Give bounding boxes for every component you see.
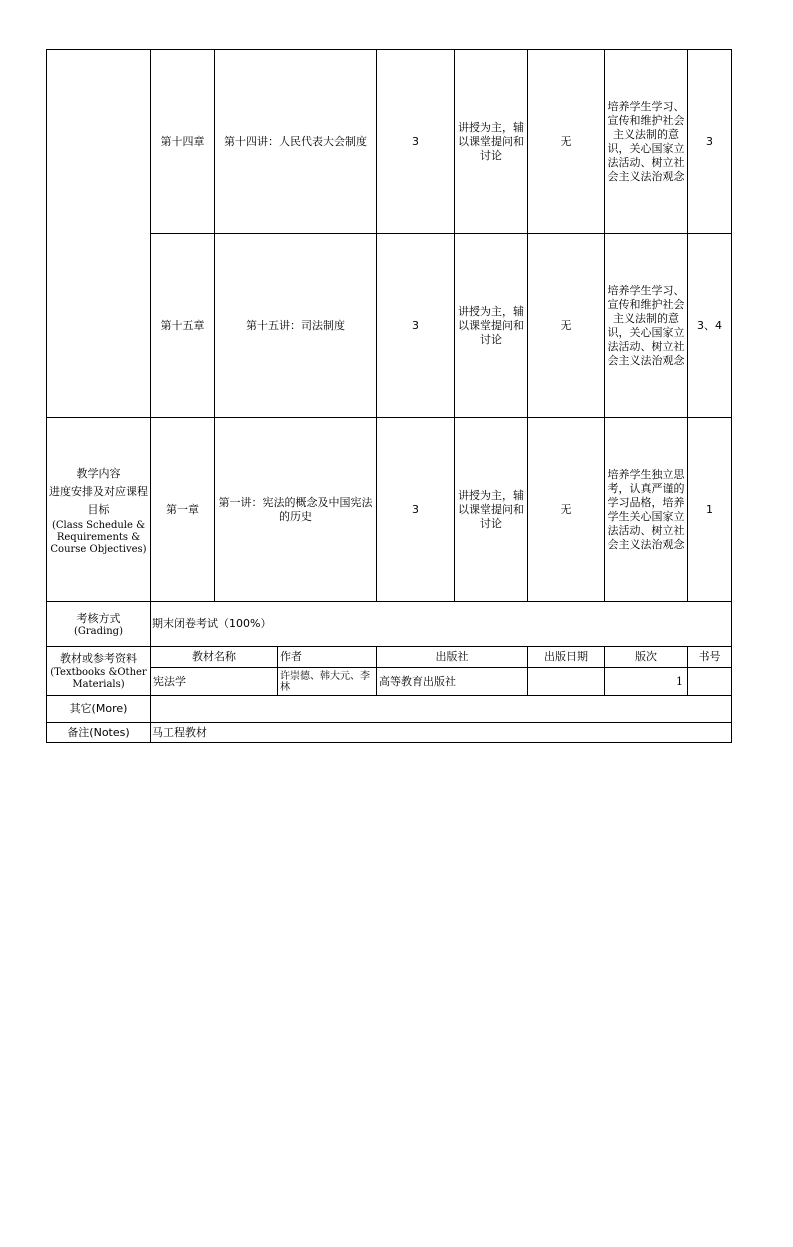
objective-cell: 3、4 — [697, 318, 722, 332]
textbook-header-date: 出版日期 — [544, 650, 588, 663]
grading-label-en: (Grading) — [74, 625, 123, 637]
textbooks-label-cn: 教材或参考资料 — [60, 652, 137, 665]
topic-cell: 第十五讲：司法制度 — [246, 318, 345, 332]
textbook-header-edition: 版次 — [635, 650, 657, 663]
section-label-line: 目标 — [87, 502, 110, 516]
textbook-name: 宪法学 — [153, 674, 186, 688]
chapter-cell: 第十四章 — [160, 134, 205, 148]
textbook-date — [528, 668, 604, 695]
method-cell: 讲授为主，辅以课堂提问和讨论 — [458, 304, 524, 346]
chapter-cell: 第十五章 — [160, 318, 205, 332]
grading-label — [47, 602, 150, 646]
textbooks-label — [47, 647, 150, 695]
method-cell: 讲授为主，辅以课堂提问和讨论 — [458, 488, 524, 530]
schedule-section-label — [47, 418, 150, 601]
section-label-line: 教学内容 — [76, 466, 121, 480]
objective-cell: 1 — [706, 502, 713, 516]
method-cell: 讲授为主，辅以课堂提问和讨论 — [458, 120, 524, 162]
textbook-header-author: 作者 — [280, 650, 302, 663]
topic-cell: 第一讲：宪法的概念及中国宪法的历史 — [218, 495, 373, 523]
section-label-english: (Class Schedule & Requirements & Course Objectives) — [50, 519, 147, 555]
goal-cell: 培养学生学习、宣传和维护社会主义法制的意识，关心国家立法活动、树立社会主义法治观念 — [607, 283, 685, 367]
hours-cell: 3 — [412, 502, 419, 516]
textbook-header-name: 教材名称 — [192, 650, 236, 663]
chapter-cell: 第一章 — [166, 502, 199, 516]
textbook-edition: 1 — [676, 674, 683, 688]
grid-line — [731, 49, 732, 743]
textbook-isbn — [688, 668, 731, 695]
textbook-header-isbn: 书号 — [698, 650, 721, 663]
notes-value: 马工程教材 — [152, 725, 207, 739]
textbooks-label-en: (Textbooks &Other Materials) — [50, 667, 147, 690]
experiment-cell: 无 — [560, 502, 572, 516]
experiment-cell: 无 — [560, 134, 572, 148]
goal-cell: 培养学生学习、宣传和维护社会主义法制的意识，关心国家立法活动、树立社会主义法治观念 — [607, 99, 685, 183]
hours-cell: 3 — [412, 318, 419, 332]
experiment-cell: 无 — [560, 318, 572, 332]
objective-cell: 3 — [706, 134, 713, 148]
grading-label-cn: 考核方式 — [76, 611, 121, 625]
hours-cell: 3 — [412, 134, 419, 148]
textbook-header-publisher: 出版社 — [435, 650, 469, 663]
topic-cell: 第十四讲：人民代表大会制度 — [224, 134, 367, 148]
more-value — [151, 696, 731, 722]
textbook-publisher: 高等教育出版社 — [379, 674, 456, 688]
grading-value: 期末闭卷考试（100%） — [152, 617, 272, 630]
goal-cell: 培养学生独立思考，认真严谨的学习品格，培养学生关心国家立法活动、树立社会主义法治观念 — [607, 467, 685, 551]
textbook-author: 许崇德、韩大元、李林 — [280, 670, 370, 693]
notes-label: 备注(Notes) — [67, 725, 130, 739]
grid-line — [46, 742, 732, 743]
section-label-line: 进度安排及对应课程 — [49, 484, 148, 498]
more-label: 其它(More) — [69, 702, 128, 715]
